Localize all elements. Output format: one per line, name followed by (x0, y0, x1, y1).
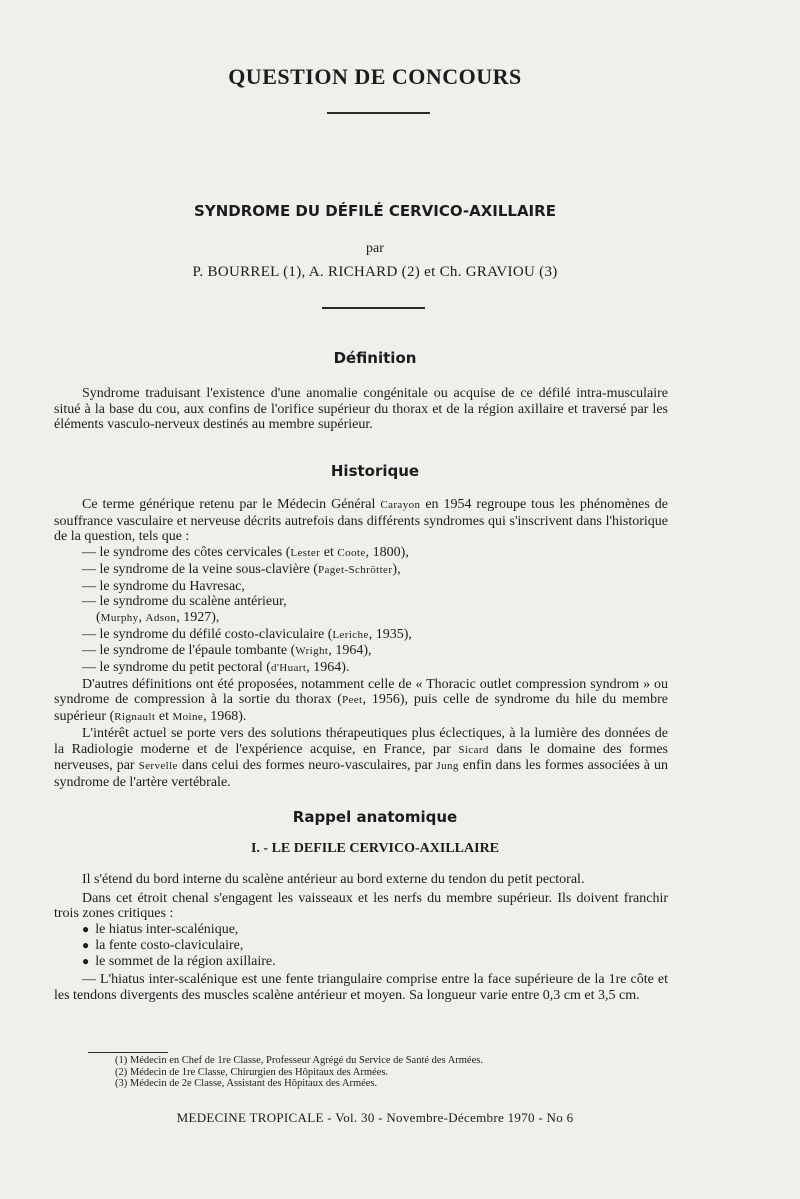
definition-section (54, 386, 668, 433)
list-item: — le syndrome du Havresac, (82, 578, 245, 594)
historique-paragraph-3: L'intérêt actuel se porte vers des solutions thérapeutiques plus éclectiques, à la lumière des données de la Radiologie moderne et de l'expérience acquise, en France, par Sicard dans le domaine des formes nerveuses, par Servelle dans celui des formes neuro-vasculaires, par Jung enfin dans les formes associées à un syndrome de l'artère vertébrale. (54, 725, 669, 790)
rappel-heading: Rappel anatomique (292, 808, 458, 826)
rappel-section (54, 872, 668, 1004)
list-item: — le syndrome des côtes cervicales (Lester et Coote, 1800), (82, 545, 409, 561)
authors-rule (322, 307, 425, 309)
authors: P. BOURREL (1), A. RICHARD (2) et Ch. GRAVIOU (3) (192, 264, 558, 280)
list-item: ● la fente costo-claviculaire, (82, 937, 244, 953)
rappel-paragraph-2: Dans cet étroit chenal s'engagent les vaisseaux et les nerfs du membre supérieur. Ils doivent franchir trois zones critiques : (54, 890, 668, 922)
definition-paragraph: Syndrome traduisant l'existence d'une anomalie congénitale ou acquise de ce défilé intra-musculaire situé à la base du cou, aux confins de l'orifice supérieur du thorax et de la région axillaire et traversé par les éléments vasculo-nerveux destinés au membre supérieur. (54, 386, 668, 433)
by-line: par (366, 241, 384, 256)
list-item: — le syndrome du scalène antérieur, (82, 594, 287, 610)
footnote: (2) Médecin de 1re Classe, Chirurgien des Hôpitaux des Armées. (115, 1066, 389, 1078)
journal-footer: MEDECINE TROPICALE - Vol. 30 - Novembre-Décembre 1970 - No 6 (176, 1110, 574, 1125)
list-item: ● le sommet de la région axillaire. (82, 953, 276, 969)
list-item: — le syndrome du petit pectoral (d'Huart, 1964). (82, 660, 350, 676)
historique-heading: Historique (330, 462, 420, 480)
article-title: SYNDROME DU DÉFILÉ CERVICO-AXILLAIRE (194, 202, 556, 220)
list-item: — le syndrome de l'épaule tombante (Wright, 1964), (82, 643, 372, 659)
footnote: (1) Médecin en Chef de 1re Classe, Professeur Agrégé du Service de Santé des Armées. (115, 1055, 483, 1066)
zones-list (54, 922, 668, 969)
bullet-icon: ● (82, 937, 90, 952)
list-item: — le syndrome du défilé costo-claviculaire (Leriche, 1935), (82, 626, 412, 642)
historique-intro: Ce terme générique retenu par le Médecin Général Carayon en 1954 regroupe tous les phénomènes de souffrance vasculaire et nerveuse décrits autrefois dans différents syndromes qui s'inscrivent dans l'historique de la question, tels que : (54, 497, 668, 545)
footnotes (115, 1055, 635, 1090)
rappel-paragraph-3: — L'hiatus inter-scalénique est une fente triangulaire comprise entre la face supérieure de la 1re côte et les tendons divergents des muscles scalène antérieur et moyen. Sa longueur varie entre 0,3 cm et 3,5 cm. (54, 972, 668, 1003)
title-rule (327, 112, 430, 114)
footnote-rule (88, 1052, 168, 1053)
list-item: (Murphy, Adson, 1927), (96, 609, 220, 625)
list-item: ● le hiatus inter-scalénique, (82, 922, 239, 938)
definition-heading: Définition (333, 349, 417, 367)
historique-section (54, 497, 668, 791)
footnote: (3) Médecin de 2e Classe, Assistant des Hôpitaux des Armées. (115, 1078, 378, 1089)
bullet-icon: ● (82, 922, 90, 937)
page-title: QUESTION DE CONCOURS (228, 64, 522, 89)
bullet-icon: ● (82, 953, 90, 968)
historique-paragraph-2: D'autres définitions ont été proposées, notamment celle de « Thoracic outlet compression syndrom » ou syndrome de compression à la sortie du thorax (Peet, 1956), puis celle de syndrome du hile du membre supérieur (Rignault et Moine, 1968). (54, 676, 669, 725)
defile-subheading: I. - LE DEFILE CERVICO-AXILLAIRE (250, 841, 500, 856)
list-item: — le syndrome de la veine sous-clavière (Paget-Schrötter), (82, 561, 401, 577)
syndrome-list (54, 545, 668, 677)
rappel-paragraph-1: Il s'étend du bord interne du scalène antérieur au bord externe du tendon du petit pectoral. (82, 872, 585, 887)
